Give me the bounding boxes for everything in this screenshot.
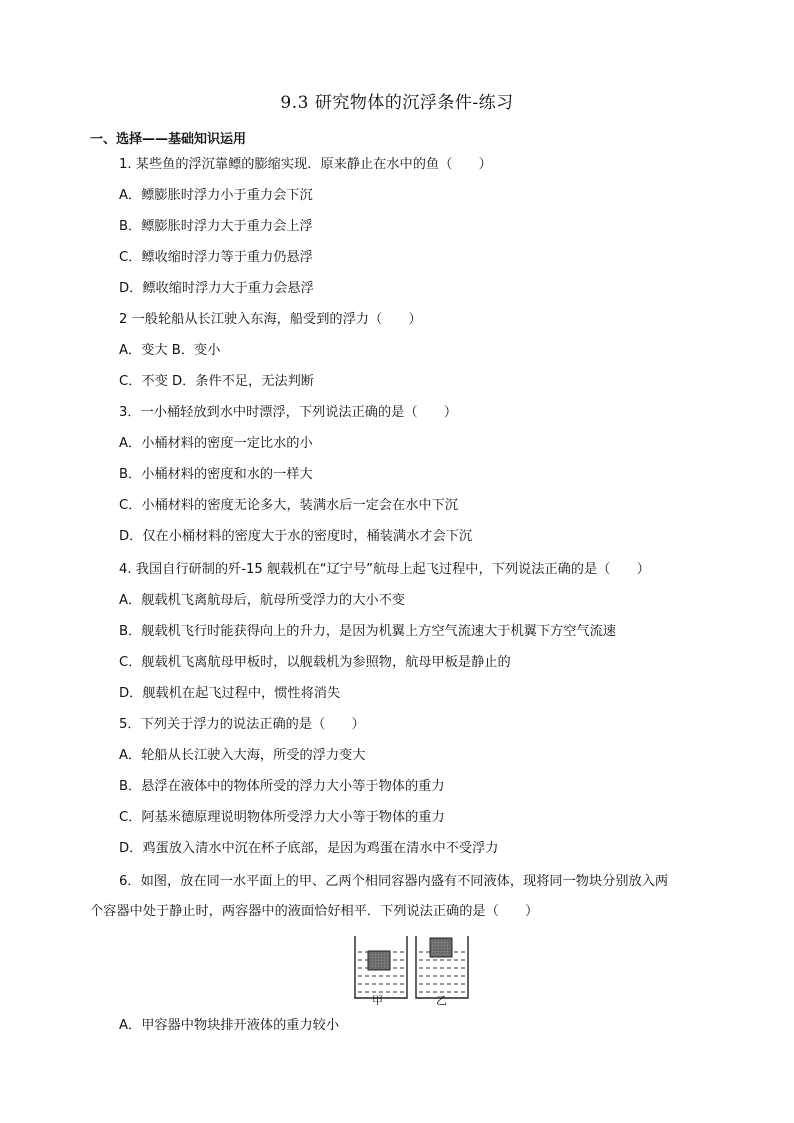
question-5-option-c: C．阿基米德原理说明物体所受浮力大小等于物体的重力	[119, 810, 445, 825]
question-4-option-d: D．舰载机在起飞过程中，惯性将消失	[119, 686, 341, 701]
question-3-option-a: A．小桶材料的密度一定比水的小	[119, 436, 313, 451]
question-2-option-ab: A．变大 B．变小	[119, 343, 221, 358]
question-3-option-c: C．小桶材料的密度无论多大，装满水后一定会在水中下沉	[119, 498, 458, 513]
question-1-stem: 1. 某些鱼的浮沉靠鳔的膨缩实现．原来静止在水中的鱼（ ）	[119, 157, 492, 172]
section-heading: 一、选择——基础知识运用	[90, 132, 247, 147]
question-4-stem: 4. 我国自行研制的歼-15 舰载机在“辽宁号”航母上起飞过程中，下列说法正确的是（ ）	[119, 562, 650, 577]
question-4-option-c: C．舰载机飞离航母甲板时，以舰载机为参照物，航母甲板是静止的	[119, 655, 511, 670]
page-title: 9.3 研究物体的沉浮条件-练习	[280, 93, 514, 113]
question-5-option-d: D．鸡蛋放入清水中沉在杯子底部，是因为鸡蛋在清水中不受浮力	[119, 841, 499, 856]
question-1-option-c: C．鳔收缩时浮力等于重力仍悬浮	[119, 250, 313, 265]
question-1-option-b: B．鳔膨胀时浮力大于重力会上浮	[119, 219, 313, 234]
figure-label-jia: 甲	[372, 994, 383, 1007]
container-figure	[352, 934, 472, 1010]
question-4-option-b: B．舰载机飞行时能获得向上的升力，是因为机翼上方空气流速大于机翼下方空气流速	[119, 624, 616, 639]
question-2-stem: 2 一般轮船从长江驶入东海，船受到的浮力（ ）	[119, 312, 422, 327]
question-5-stem: 5．下列关于浮力的说法正确的是（ ）	[119, 717, 365, 732]
question-2-option-cd: C．不变 D．条件不足，无法判断	[119, 374, 314, 389]
question-1-option-a: A．鳔膨胀时浮力小于重力会下沉	[119, 188, 313, 203]
container-yi	[416, 936, 468, 998]
question-1-option-d: D．鳔收缩时浮力大于重力会悬浮	[119, 281, 314, 296]
question-3-option-b: B．小桶材料的密度和水的一样大	[119, 467, 313, 482]
question-6-option-a: A．甲容器中物块排开液体的重力较小	[119, 1018, 340, 1033]
question-4-option-a: A．舰载机飞离航母后，航母所受浮力的大小不变	[119, 593, 405, 608]
figure-label-yi: 乙	[436, 994, 447, 1007]
question-5-option-b: B．悬浮在液体中的物体所受的浮力大小等于物体的重力	[119, 779, 445, 794]
container-jia	[355, 936, 407, 998]
question-3-stem: 3．一小桶轻放到水中时漂浮，下列说法正确的是（ ）	[119, 405, 458, 420]
question-3-option-d: D．仅在小桶材料的密度大于水的密度时，桶装满水才会下沉	[119, 529, 473, 544]
question-5-option-a: A．轮船从长江驶入大海，所受的浮力变大	[119, 748, 366, 763]
question-6-stem-line-1: 6．如图，放在同一水平面上的甲、乙两个相同容器内盛有不同液体，现将同一物块分别放入两	[119, 874, 669, 889]
question-6-stem-line-2: 个容器中处于静止时，两容器中的液面恰好相平．下列说法正确的是（ ）	[90, 904, 539, 919]
